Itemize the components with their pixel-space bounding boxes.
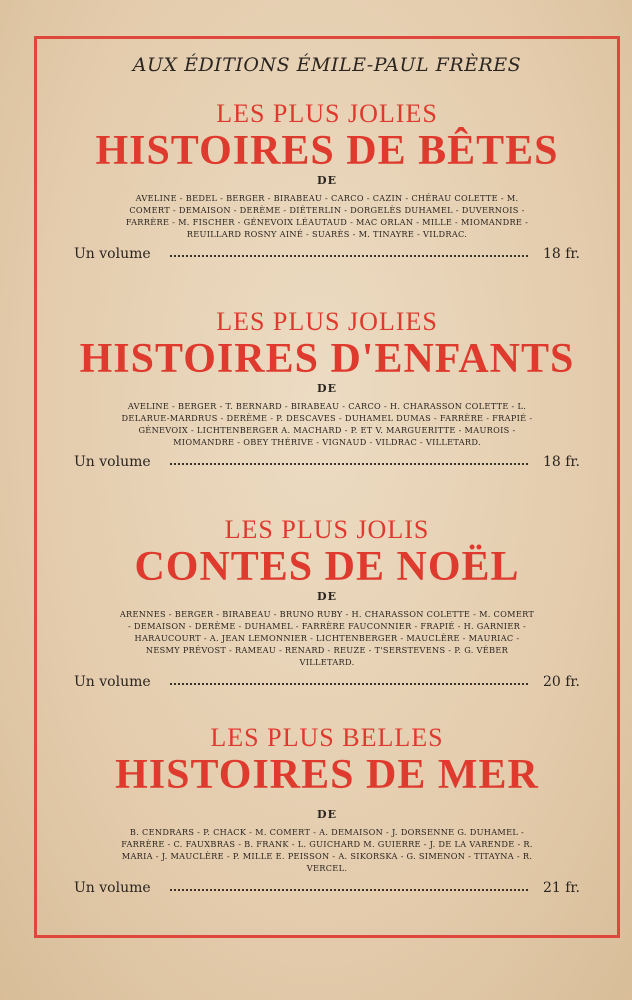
price-amount: 20 fr. bbox=[542, 674, 580, 690]
author-list: B. CENDRARS - P. CHACK - M. COMERT - A. DEMAISON - J. DORSENNE G. DUHAMEL - FARRÈRE - C. FAUXBRAS - B. FRANK - L. GUICHARD M. GUIERRE - J. DE LA VARENDE - R. MARIA - J. MAUCLÈRE - P. MILLE E. PEISSON - A. SIKORSKA - G. SIMENON - TITAYNA - R. VERCEL. bbox=[121, 827, 533, 873]
price-line bbox=[74, 454, 580, 470]
book-listing-contes-de-noel bbox=[34, 516, 620, 690]
by-label: DE bbox=[317, 808, 337, 821]
price-label: Un volume bbox=[74, 880, 151, 896]
author-list: AVELINE - BERGER - T. BERNARD - BIRABEAU - CARCO - H. CHARASSON COLETTE - L. DELARUE-MARDRUS - DERÈME - P. DESCAVES - DUHAMEL DUMAS - FARRÈRE - FRAPIÉ - GÉNEVOIX - LICHTENBERGER A. MACHARD - P. ET V. MARGUERITTE - MAUROIS - MIOMANDRE - OBEY THÉRIVE - VIGNAUD - VILDRAC - VILLETARD. bbox=[121, 401, 533, 447]
dot-leader bbox=[170, 889, 528, 891]
book-listing-histoires-de-betes bbox=[34, 100, 620, 262]
book-title: HISTOIRES DE BÊTES bbox=[95, 128, 559, 174]
by-label: DE bbox=[317, 382, 337, 395]
book-title: CONTES DE NOËL bbox=[134, 544, 520, 590]
book-listing-histoires-d-enfants bbox=[34, 308, 620, 470]
price-label: Un volume bbox=[74, 454, 151, 470]
book-kicker: LES PLUS BELLES bbox=[210, 723, 444, 752]
price-line bbox=[74, 674, 580, 690]
price-amount: 18 fr. bbox=[542, 246, 580, 262]
price-label: Un volume bbox=[74, 674, 151, 690]
author-list: AVELINE - BEDEL - BERGER - BIRABEAU - CARCO - CAZIN - CHÉRAU COLETTE - M. COMERT - DEMAISON - DERÈME - DIÉTERLIN - DORGELÈS DUHAMEL - DUVERNOIS - FARRÈRE - M. FISCHER - GÉNEVOIX LÉAUTAUD - MAC ORLAN - MILLE - MIOMANDRE - REUILLARD ROSNY AINÉ - SUARÈS - M. TINAYRE - VILDRAC. bbox=[125, 193, 529, 239]
price-line bbox=[74, 880, 580, 896]
book-kicker: LES PLUS JOLIES bbox=[216, 307, 438, 336]
dot-leader bbox=[170, 255, 528, 257]
dot-leader bbox=[170, 463, 528, 465]
by-label: DE bbox=[317, 590, 337, 603]
book-listing-histoires-de-mer bbox=[34, 724, 620, 896]
by-label: DE bbox=[317, 174, 337, 187]
price-amount: 18 fr. bbox=[542, 454, 580, 470]
author-list: ARENNES - BERGER - BIRABEAU - BRUNO RUBY - H. CHARASSON COLETTE - M. COMERT - DEMAISON - DERÈME - DUHAMEL - FARRÈRE FAUCONNIER - FRAPIÉ - H. GARNIER - HARAUCOURT - A. JEAN LEMONNIER - LICHTENBERGER - MAUCLÈRE - MAURIAC - NESMY PRÉVOST - RAMEAU - RENARD - REUZE - T'SERSTEVENS - P. G. VÉBER VILLETARD. bbox=[119, 609, 535, 667]
book-title: HISTOIRES D'ENFANTS bbox=[79, 336, 575, 382]
price-amount: 21 fr. bbox=[542, 880, 580, 896]
dot-leader bbox=[170, 683, 528, 685]
book-kicker: LES PLUS JOLIS bbox=[224, 515, 430, 544]
book-title: HISTOIRES DE MER bbox=[115, 752, 539, 798]
publisher-header: AUX ÉDITIONS ÉMILE-PAUL FRÈRES bbox=[132, 54, 522, 76]
price-line bbox=[74, 246, 580, 262]
book-kicker: LES PLUS JOLIES bbox=[216, 99, 438, 128]
price-label: Un volume bbox=[74, 246, 151, 262]
